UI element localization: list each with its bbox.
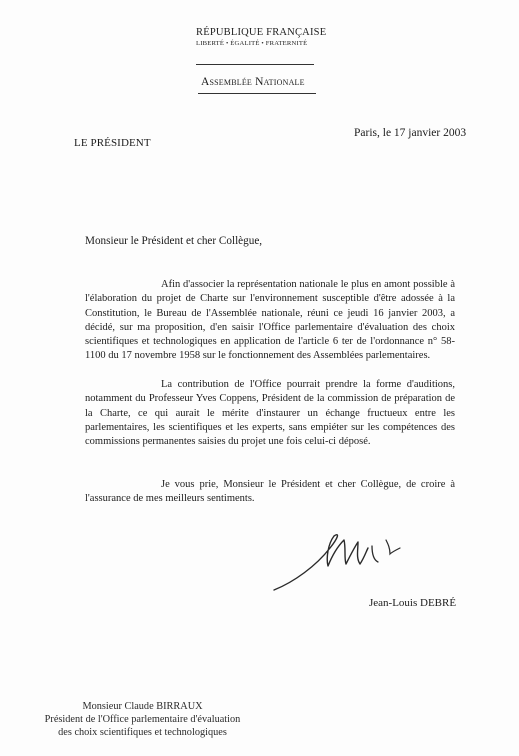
signer-name: Jean-Louis DEBRÉ	[369, 597, 457, 609]
body-paragraph-3: Je vous prie, Monsieur le Président et cher Collègue, de croire à l'assurance de mes meilleurs sentiments.	[85, 479, 455, 505]
date-line: Paris, le 17 janvier 2003	[354, 127, 467, 139]
recipient-title-cont: des choix scientifiques et technologiques	[58, 727, 227, 738]
recipient-block	[40, 700, 245, 739]
recipient-name: Monsieur Claude BIRRAUX	[82, 701, 203, 712]
signature-icon	[268, 526, 408, 596]
letterhead	[196, 27, 326, 48]
body-paragraph-1: Afin d'associer la représentation nationale le plus en amont possible à l'élaboration du projet de Charte sur l'environnement susceptible d'être adossée à la Constitution, le Bureau de l'Assemblée nationale, réuni ce jeudi 16 janvier 2003, a décidé, sur ma proposition, d'en saisir l'Office parlementaire d'évaluation des choix scientifiques et technologiques en application de l'article 6 ter de l'ordonnance n° 58-1100 du 17 novembre 1958 sur le fonctionnement des Assemblées parlementaires.	[85, 279, 455, 362]
letterhead-institution: Assemblée Nationale	[201, 76, 305, 88]
sender-title: LE PRÉSIDENT	[74, 137, 151, 149]
letterhead-country: RÉPUBLIQUE FRANÇAISE	[196, 27, 327, 38]
letterhead-divider-bottom	[198, 93, 316, 94]
letterhead-divider-top	[196, 64, 314, 65]
salutation: Monsieur le Président et cher Collègue,	[85, 235, 263, 247]
letterhead-motto: LIBERTÉ • ÉGALITÉ • FRATERNITÉ	[196, 40, 308, 47]
body-paragraph-2: La contribution de l'Office pourrait prendre la forme d'auditions, notamment du Professeur Yves Coppens, Président de la commission de préparation de la Charte, ce qui aurait le mérite d'instaurer un échange fructueux entre les parlementaires, les scientifiques et les experts, sans empiéter sur les compétences des commissions permanentes saisies du projet une fois celui-ci déposé.	[85, 379, 455, 448]
recipient-title: Président de l'Office parlementaire d'évaluation	[44, 714, 241, 725]
